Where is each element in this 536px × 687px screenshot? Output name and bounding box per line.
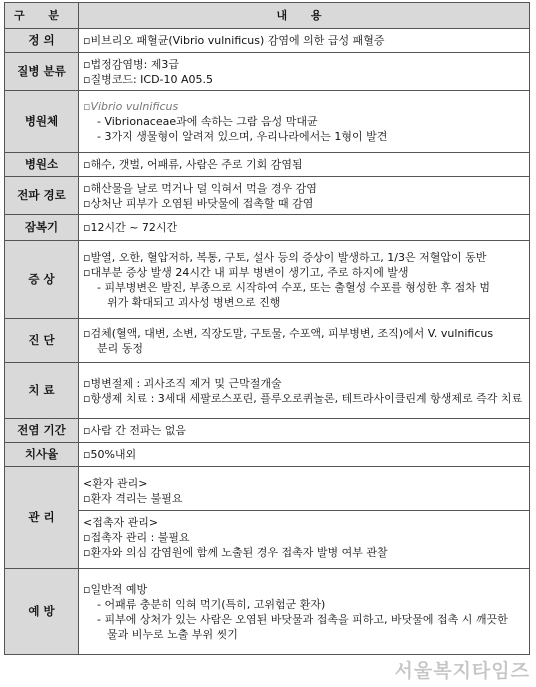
row-content bbox=[79, 419, 530, 443]
row-label: 치 료 bbox=[5, 363, 79, 419]
content-line: ▫사람 간 전파는 없음 bbox=[83, 424, 186, 437]
content-line: ▫환자와 의심 감염원에 함께 노출된 경우 접촉자 발병 여부 관찰 bbox=[83, 545, 388, 559]
row-content bbox=[79, 153, 530, 177]
row-content bbox=[79, 319, 530, 363]
row-content bbox=[79, 29, 530, 53]
table-row bbox=[5, 363, 530, 419]
watermark: 서울복지타임즈 bbox=[394, 660, 530, 682]
content-line: ▫상처난 피부가 오염된 바닷물에 접촉할 때 감염 bbox=[83, 196, 314, 210]
content-line: 분리 동정 bbox=[97, 341, 144, 355]
table-row bbox=[5, 319, 530, 363]
header-row bbox=[5, 3, 530, 29]
table-row bbox=[5, 215, 530, 241]
row-label: 전염 기간 bbox=[5, 419, 79, 443]
row-content bbox=[79, 53, 530, 91]
disease-info-table bbox=[4, 2, 530, 655]
content-line: ▫발열, 오한, 혈압저하, 복통, 구토, 설사 등의 증상이 발생하고, 1/3은 저혈압이 동반 bbox=[83, 250, 487, 264]
row-content bbox=[79, 569, 530, 655]
row-label: 전파 경로 bbox=[5, 177, 79, 215]
row-label: 정 의 bbox=[5, 29, 79, 53]
row-content bbox=[79, 443, 530, 467]
section-divider bbox=[79, 510, 529, 511]
content-line: ▫검체(혈액, 대변, 소변, 직장도말, 구토물, 수포액, 피부병변, 조직)에서 V. vulnificus bbox=[83, 326, 494, 340]
table-row bbox=[5, 443, 530, 467]
row-label: 치사율 bbox=[5, 443, 79, 467]
table-row bbox=[5, 29, 530, 53]
row-label: 질병 분류 bbox=[5, 53, 79, 91]
content-line: <환자 관리> bbox=[83, 476, 148, 490]
content-line: - 피부에 상처가 있는 사람은 오염된 바닷물과 접촉을 피하고, 바닷물에 접촉 시 깨끗한 bbox=[97, 612, 508, 626]
content-line: ▫환자 격리는 불필요 bbox=[83, 491, 183, 505]
content-line: - 어패류 충분히 익혀 먹기(특히, 고위험군 환자) bbox=[97, 597, 326, 611]
header-category: 구 분 bbox=[5, 3, 79, 29]
content-line: ▫병변절제 : 괴사조직 제거 및 근막절개술 bbox=[83, 376, 282, 390]
row-content bbox=[79, 91, 530, 153]
content-line: - 피부병변은 발진, 부종으로 시작하여 수포, 또는 출혈성 수포를 형성한 후 점차 범 bbox=[97, 280, 490, 294]
header-content: 내 용 bbox=[79, 3, 530, 29]
table-row bbox=[5, 91, 530, 153]
content-line: ▫일반적 예방 bbox=[83, 582, 148, 596]
row-content bbox=[79, 215, 530, 241]
content-line: <접촉자 관리> bbox=[83, 515, 159, 529]
content-line: ▫질병코드: ICD-10 A05.5 bbox=[83, 72, 214, 86]
row-label: 진 단 bbox=[5, 319, 79, 363]
row-content bbox=[79, 467, 530, 569]
content-line: ▫법정감염병: 제3급 bbox=[83, 57, 180, 71]
table-row bbox=[5, 53, 530, 91]
table-row bbox=[5, 153, 530, 177]
content-line: 위가 확대되고 괴사성 병변으로 진행 bbox=[107, 295, 281, 309]
content-line: ▫대부분 증상 발생 24시간 내 피부 병변이 생기고, 주로 하지에 발생 bbox=[83, 265, 409, 279]
table-row bbox=[5, 241, 530, 319]
table-row bbox=[5, 419, 530, 443]
row-label: 증 상 bbox=[5, 241, 79, 319]
table-row bbox=[5, 467, 530, 569]
content-line: ▫50%내외 bbox=[83, 448, 137, 461]
content-line: - Vibrionaceae과에 속하는 그람 음성 막대균 bbox=[97, 115, 318, 128]
row-label: 예 방 bbox=[5, 569, 79, 655]
row-label: 병원체 bbox=[5, 91, 79, 153]
row-label: 관 리 bbox=[5, 467, 79, 569]
content-line: ▫Vibrio vulnificus bbox=[83, 100, 179, 113]
content-line: ▫12시간 ~ 72시간 bbox=[83, 221, 178, 234]
content-line: - 3가지 생물형이 알려져 있으며, 우리나라에서는 1형이 발견 bbox=[97, 130, 388, 143]
content-line: ▫비브리오 패혈균(Vibrio vulnificus) 감염에 의한 급성 패혈증 bbox=[83, 34, 385, 47]
row-label: 잠복기 bbox=[5, 215, 79, 241]
row-content bbox=[79, 177, 530, 215]
row-content bbox=[79, 241, 530, 319]
content-line: 물과 비누로 노출 부위 씻기 bbox=[107, 627, 238, 641]
content-line: ▫해산물을 날로 먹거나 덜 익혀서 먹을 경우 감염 bbox=[83, 181, 317, 195]
table-row bbox=[5, 177, 530, 215]
content-line: ▫접촉자 관리 : 불필요 bbox=[83, 530, 190, 544]
table-row bbox=[5, 569, 530, 655]
row-content bbox=[79, 363, 530, 419]
row-label: 병원소 bbox=[5, 153, 79, 177]
content-line: ▫항생제 치료 : 3세대 세팔로스포린, 플루오로퀴놀론, 테트라사이클린계 항생제로 즉각 치료 bbox=[83, 391, 523, 405]
content-line: ▫해수, 갯벌, 어패류, 사람은 주로 기회 감염됨 bbox=[83, 158, 303, 171]
